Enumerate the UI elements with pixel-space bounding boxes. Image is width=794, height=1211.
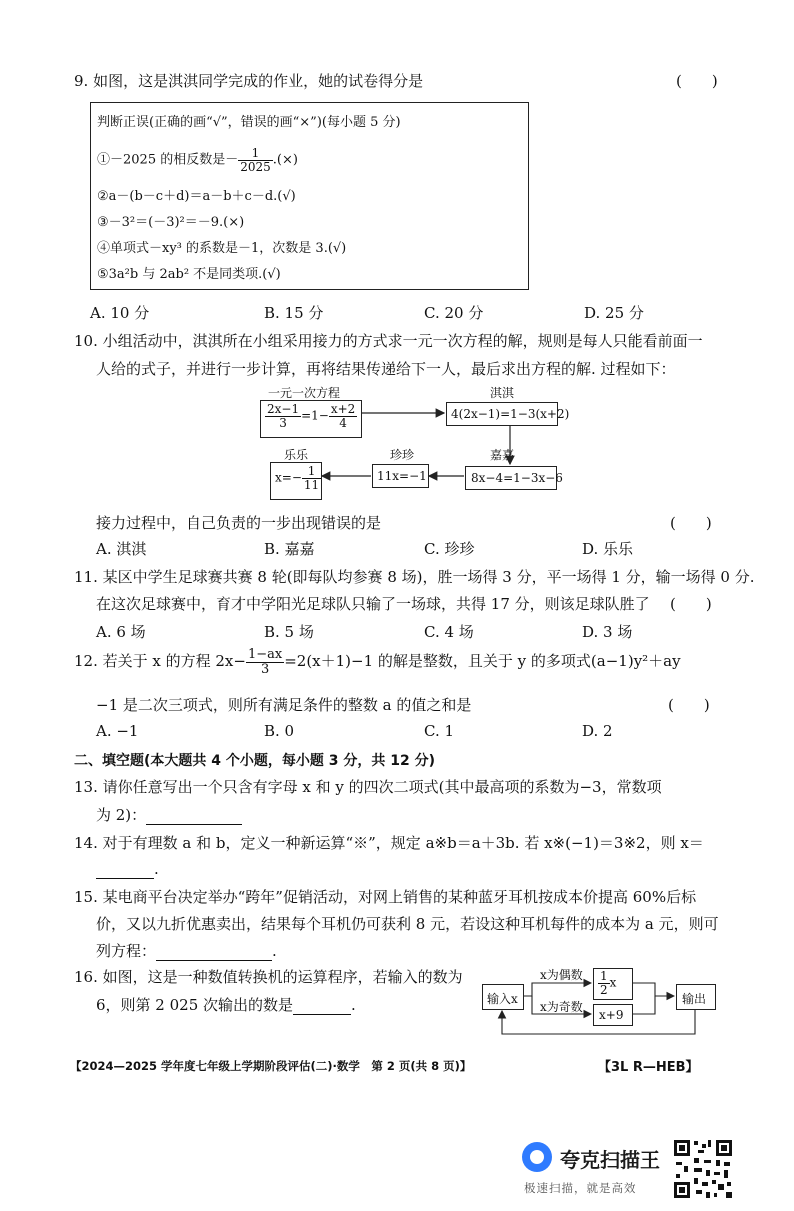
q16-line2: 6，则第 2 025 次输出的数是 .: [96, 996, 356, 1014]
q9-option-c[interactable]: C. 20 分: [424, 304, 484, 322]
q12-option-b[interactable]: B. 0: [264, 722, 295, 740]
q11-option-a[interactable]: A. 6 场: [96, 623, 146, 641]
label-odd: x为奇数: [540, 1000, 583, 1014]
q10-option-d[interactable]: D. 乐乐: [582, 540, 634, 558]
box-plus9: x+9: [593, 1004, 633, 1026]
qr-code-icon: [672, 1138, 734, 1200]
box-output: 输出: [676, 984, 716, 1010]
box-qiqi: 4(2x−1)=1−3(x+2): [446, 402, 558, 426]
q11-line1: 11. 某区中学生足球赛共赛 8 轮(即每队均参赛 8 场)，胜一场得 3 分，平一场得 1 分，输一场得 0 分.: [74, 568, 755, 586]
arrow-plus9-to-output: [632, 996, 655, 1014]
q10-option-c[interactable]: C. 珍珍: [424, 540, 475, 558]
homework-item-5: ⑤3a²b 与 2ab² 不是同类项.(√): [97, 267, 281, 282]
q10-question: 接力过程中，自己负责的一步出现错误的是: [96, 514, 382, 532]
q13-line2: 为 2)：: [96, 804, 242, 825]
q14-answer-line: .: [96, 860, 159, 879]
q12-option-c[interactable]: C. 1: [424, 722, 455, 740]
label-even: x为偶数: [540, 968, 583, 982]
homework-item-4: ④单项式－xy³ 的系数是－1，次数是 3.(√): [97, 241, 347, 256]
q11-option-c[interactable]: C. 4 场: [424, 623, 474, 641]
q11-line2: 在这次足球赛中，育才中学阳光足球队只输了一场球，共得 17 分，则该足球队胜了: [96, 595, 650, 613]
q12-option-a[interactable]: A. −1: [96, 722, 139, 740]
q14-line1: 14. 对于有理数 a 和 b，定义一种新运算“※”，规定 a※b＝a＋3b. 若 x※(−1)＝3※2，则 x＝: [74, 834, 704, 852]
q12-answer-bracket: ( ): [668, 696, 710, 714]
box-lele: x=− $\frac{1}{11}$: [270, 462, 322, 500]
q10-option-b[interactable]: B. 嘉嘉: [264, 540, 315, 558]
box-input: 输入x: [482, 984, 524, 1010]
q15-line2: 价，又以九折优惠卖出，结果每个耳机仍可获利 8 元，若设这种耳机每件的成本为 a 元，则可: [96, 915, 719, 933]
label-lele: 乐乐: [284, 448, 309, 462]
q10-answer-bracket: ( ): [670, 514, 712, 532]
q15-line1: 15. 某电商平台决定举办“跨年”促销活动，对网上销售的某种蓝牙耳机按成本价提高 60%后标: [74, 888, 697, 906]
arrow-odd-branch: [532, 996, 591, 1014]
q12-line1: 12. 若关于 x 的方程 2x− $\frac{1-ax}{3}$ =2(x＋1)−1 的解是整数，且关于 y 的多项式(a−1)y²＋ay: [74, 647, 681, 677]
label-zhenzhen: 珍珍: [390, 448, 415, 462]
homework-item-1: ①－2025 的相反数是－ $\frac{1}{2025}$ .(×): [97, 146, 298, 174]
q10-line1: 10. 小组活动中，淇淇所在小组采用接力的方式求一元一次方程的解，规则是每人只能看前面一: [74, 332, 703, 350]
q9-option-d[interactable]: D. 25 分: [584, 304, 644, 322]
q11-option-d[interactable]: D. 3 场: [582, 623, 633, 641]
homework-item-2: ②a－(b－c＋d)＝a－b＋c－d.(√): [97, 189, 296, 204]
box-jiajia: 8x−4=1−3x−6: [465, 466, 557, 490]
watermark-slogan: 极速扫描，就是高效: [524, 1181, 637, 1195]
q12-option-d[interactable]: D. 2: [582, 722, 613, 740]
label-equation: 一元一次方程: [268, 386, 341, 400]
q11-answer-bracket: ( ): [670, 595, 712, 613]
q9-answer-bracket: ( ): [676, 72, 718, 90]
box-zhenzhen: 11x=−1: [372, 464, 429, 488]
q11-option-b[interactable]: B. 5 场: [264, 623, 314, 641]
arrow-feedback-loop: [502, 1009, 695, 1034]
label-qiqi: 淇淇: [490, 386, 515, 400]
paper-code: 【3L R—HEB】: [598, 1060, 699, 1075]
q13-line1: 13. 请你任意写出一个只含有字母 x 和 y 的四次二项式(其中最高项的系数为−3，常数项: [74, 778, 662, 796]
watermark-brand: 夸克扫描王: [560, 1148, 660, 1172]
q10-option-a[interactable]: A. 淇淇: [96, 540, 147, 558]
q9-stem: 9. 如图，这是淇淇同学完成的作业，她的试卷得分是: [74, 72, 424, 90]
homework-item-3: ③－3²＝(－3)²＝－9.(×): [97, 215, 245, 230]
label-jiajia: 嘉嘉: [490, 448, 515, 462]
section-2-heading: 二、填空题(本大题共 4 个小题，每小题 3 分，共 12 分): [74, 753, 436, 769]
box-half: $\frac{1}{2}$ x: [593, 968, 633, 1000]
q15-line3: 列方程： .: [96, 942, 277, 960]
arrow-half-to-output: [632, 983, 674, 996]
q10-line2: 人给的式子，并进行一步计算，再将结果传递给下一人，最后求出方程的解. 过程如下：: [96, 360, 676, 378]
q9-option-a[interactable]: A. 10 分: [90, 304, 150, 322]
quark-logo-icon: [522, 1142, 552, 1172]
box-equation: $\frac{2x-1}{3}$ =1− $\frac{x+2}{4}$: [260, 400, 362, 438]
page-footer: 【2024—2025 学年度七年级上学期阶段评估(二)·数学 第 2 页(共 8 页)】: [70, 1059, 472, 1073]
homework-title: 判断正误(正确的画“√”，错误的画“×”)(每小题 5 分): [97, 115, 401, 130]
q16-line1: 16. 如图，这是一种数值转换机的运算程序，若输入的数为: [74, 968, 463, 986]
q9-option-b[interactable]: B. 15 分: [264, 304, 324, 322]
q12-line2: −1 是二次三项式，则所有满足条件的整数 a 的值之和是: [96, 696, 472, 714]
arrow-even-branch: [523, 983, 591, 996]
